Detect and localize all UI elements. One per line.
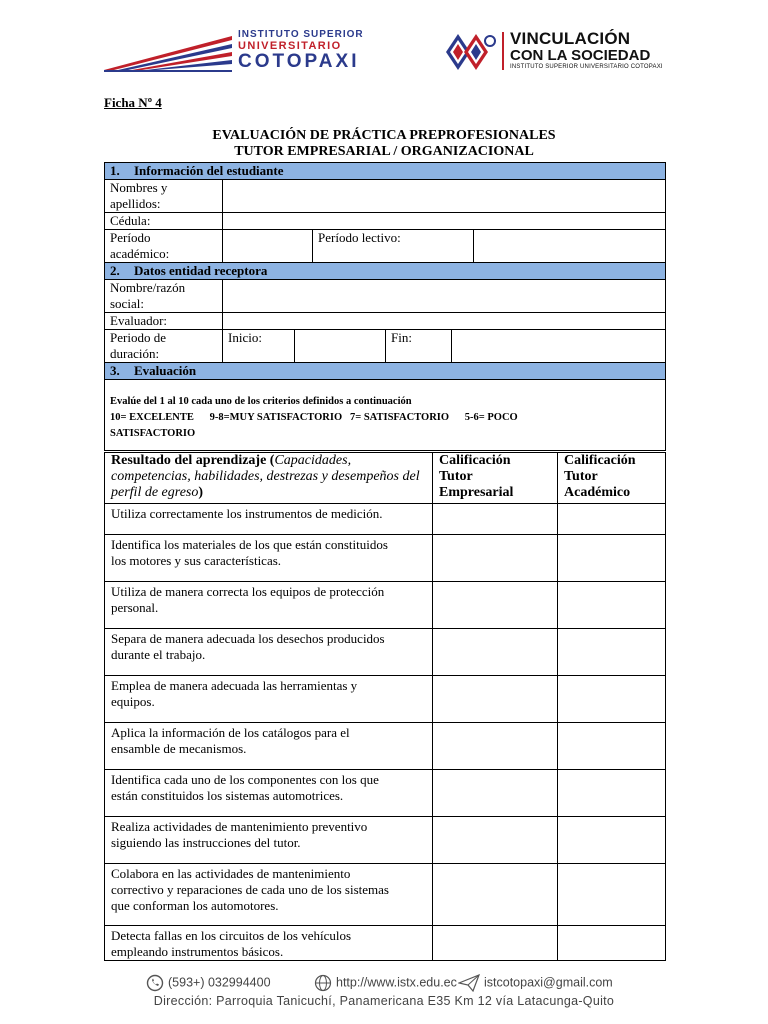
- student-form-table: [104, 162, 666, 451]
- learning-outcome-text: personal.: [111, 600, 159, 615]
- periodo-lectivo-label: Período lectivo:: [313, 230, 474, 263]
- table-row: [105, 629, 666, 676]
- vinculacion-caption: INSTITUTO SUPERIOR UNIVERSITARIO COTOPAXI: [510, 64, 663, 70]
- learning-outcome-cell: [105, 926, 433, 961]
- vinculacion-subtitle: CON LA SOCIEDAD: [510, 47, 651, 64]
- title-line2: TUTOR EMPRESARIAL / ORGANIZACIONAL: [234, 144, 534, 159]
- table-row: [105, 723, 666, 770]
- section-1-header: [105, 163, 666, 180]
- learning-outcome-text: están constituidos los sistemas automotrices.: [111, 788, 344, 803]
- section-2-number: 2.: [110, 263, 120, 278]
- periodo-duracion-label: Periodo de duración:: [105, 330, 223, 363]
- institute-name-line2: UNIVERSITARIO: [238, 40, 342, 52]
- table-row: [105, 504, 666, 535]
- cedula-field[interactable]: [223, 213, 666, 230]
- grade-academico-field[interactable]: [558, 926, 666, 961]
- logo-separator: [502, 32, 504, 70]
- grade-academico-field[interactable]: [558, 723, 666, 770]
- learning-outcome-header: Resultado del aprendizaje (Capacidades, competencias, habilidades, destrezas y desempeños del perfil de egreso): [105, 453, 433, 504]
- document-title: [104, 128, 664, 160]
- grade-empresarial-field[interactable]: [433, 504, 558, 535]
- nombres-label: Nombres y apellidos:: [105, 180, 223, 213]
- learning-outcome-cell: [105, 864, 433, 926]
- section-3-title: Evaluación: [134, 363, 197, 378]
- learning-outcome-cell: [105, 817, 433, 864]
- nombre-razon-field[interactable]: [223, 280, 666, 313]
- grade-academico-field[interactable]: [558, 770, 666, 817]
- grade-academico-field[interactable]: [558, 582, 666, 629]
- learning-outcome-text: que conforman los automotores.: [111, 898, 279, 913]
- grade-academico-field[interactable]: [558, 504, 666, 535]
- cedula-label: Cédula:: [105, 213, 223, 230]
- periodo-academico-label: Período académico:: [105, 230, 223, 263]
- fin-field[interactable]: [452, 330, 666, 363]
- section-2-title: Datos entidad receptora: [134, 263, 268, 278]
- fin-label: Fin:: [386, 330, 452, 363]
- institute-logo-icon: [104, 36, 232, 72]
- globe-icon: [314, 974, 332, 992]
- learning-outcome-text: los motores y sus características.: [111, 553, 282, 568]
- learning-outcome-text: durante el trabajo.: [111, 647, 206, 662]
- learning-outcome-text: Colabora en las actividades de mantenimiento: [111, 866, 351, 881]
- table-row: [105, 770, 666, 817]
- learning-outcome-text: Aplica la información de los catálogos para el: [111, 725, 350, 740]
- vinculacion-title: VINCULACIÓN: [510, 29, 631, 48]
- scale-line2: SATISFACTORIO: [110, 428, 196, 439]
- footer-email[interactable]: istcotopaxi@gmail.com: [458, 974, 613, 992]
- learning-outcome-text: Detecta fallas en los circuitos de los vehículos: [111, 928, 352, 943]
- grade-academico-field[interactable]: [558, 676, 666, 723]
- footer-address: Dirección: Parroquia Tanicuchí, Panamericana E35 Km 12 vía Latacunga-Quito: [153, 994, 615, 1008]
- learning-outcome-text: empleando instrumentos básicos.: [111, 944, 284, 959]
- grade-empresarial-field[interactable]: [433, 817, 558, 864]
- evaluation-instructions: [105, 380, 666, 451]
- page-header: [0, 24, 768, 84]
- learning-outcome-cell: [105, 770, 433, 817]
- section-1-number: 1.: [110, 163, 120, 178]
- scale-line1: 10= EXCELENTE 9-8=MUY SATISFACTORIO 7= SATISFACTORIO 5-6= POCO: [110, 412, 518, 423]
- learning-outcome-text: Separa de manera adecuada los desechos producidos: [111, 631, 385, 646]
- evaluador-field[interactable]: [223, 313, 666, 330]
- section-1-title: Información del estudiante: [134, 163, 284, 178]
- learning-outcome-text: siguiendo las instrucciones del tutor.: [111, 835, 301, 850]
- title-line1: EVALUACIÓN DE PRÁCTICA PREPROFESIONALES: [212, 128, 556, 143]
- table-row: [105, 817, 666, 864]
- grade-empresarial-field[interactable]: [433, 535, 558, 582]
- section-3-number: 3.: [110, 363, 120, 378]
- grade-empresarial-field[interactable]: [433, 676, 558, 723]
- learning-outcome-text: correctivo y reparaciones de cada uno de los sistemas: [111, 882, 389, 897]
- footer-web[interactable]: http://www.istx.edu.ec: [314, 974, 457, 992]
- grade-academico-field[interactable]: [558, 817, 666, 864]
- learning-outcome-cell: [105, 582, 433, 629]
- grade-academico-field[interactable]: [558, 535, 666, 582]
- evaluador-label: Evaluador:: [105, 313, 223, 330]
- section-2-header: [105, 263, 666, 280]
- vinculacion-emblem-icon: [444, 32, 496, 72]
- learning-outcome-text: Utiliza correctamente los instrumentos de medición.: [111, 506, 383, 521]
- footer-phone: (593+) 032994400: [146, 974, 271, 992]
- grade-academico-field[interactable]: [558, 629, 666, 676]
- table-row: [105, 582, 666, 629]
- learning-outcome-text: Identifica cada uno de los componentes con los que: [111, 772, 379, 787]
- learning-outcome-text: ensamble de mecanismos.: [111, 741, 247, 756]
- learning-outcome-cell: [105, 504, 433, 535]
- nombre-razon-label: Nombre/razón social:: [105, 280, 223, 313]
- table-row: [105, 926, 666, 961]
- institute-name-line1: INSTITUTO SUPERIOR: [238, 29, 364, 40]
- learning-outcome-text: equipos.: [111, 694, 155, 709]
- evaluation-table: [104, 452, 666, 961]
- learning-outcome-cell: [105, 629, 433, 676]
- periodo-lectivo-field[interactable]: [474, 230, 666, 263]
- learning-outcome-text: Realiza actividades de mantenimiento preventivo: [111, 819, 368, 834]
- grade-empresarial-field[interactable]: [433, 629, 558, 676]
- page-footer: [0, 968, 768, 1018]
- whatsapp-icon: [146, 974, 164, 992]
- learning-outcome-text: Identifica los materiales de los que están constituidos: [111, 537, 388, 552]
- instruction-text: Evalúe del 1 al 10 cada uno de los criterios definidos a continuación: [110, 396, 412, 407]
- table-row: [105, 864, 666, 926]
- paper-plane-icon: [458, 974, 480, 992]
- institute-logo: [104, 30, 366, 76]
- learning-outcome-text: Utiliza de manera correcta los equipos de protección: [111, 584, 385, 599]
- vinculacion-logo: [444, 30, 664, 82]
- table-row: [105, 676, 666, 723]
- grade-empresarial-field[interactable]: [433, 582, 558, 629]
- grade-empresarial-field[interactable]: [433, 770, 558, 817]
- inicio-field[interactable]: [295, 330, 386, 363]
- grade-empresarial-field[interactable]: [433, 864, 558, 926]
- grade-empresarial-field[interactable]: [433, 723, 558, 770]
- learning-outcome-cell: [105, 676, 433, 723]
- grade-empresarial-field[interactable]: [433, 926, 558, 961]
- periodo-academico-field[interactable]: [223, 230, 313, 263]
- tutor-empresarial-header: Calificación Tutor Empresarial: [433, 453, 558, 504]
- learning-outcome-text: Emplea de manera adecuada las herramientas y: [111, 678, 358, 693]
- table-row: [105, 535, 666, 582]
- section-3-header: [105, 363, 666, 380]
- tutor-academico-header: Calificación Tutor Académico: [558, 453, 666, 504]
- grade-academico-field[interactable]: [558, 864, 666, 926]
- inicio-label: Inicio:: [223, 330, 295, 363]
- institute-name-line3: COTOPAXI: [238, 51, 360, 72]
- nombres-field[interactable]: [223, 180, 666, 213]
- ficha-number: Ficha Nº 4: [104, 95, 162, 110]
- learning-outcome-cell: [105, 535, 433, 582]
- learning-outcome-cell: [105, 723, 433, 770]
